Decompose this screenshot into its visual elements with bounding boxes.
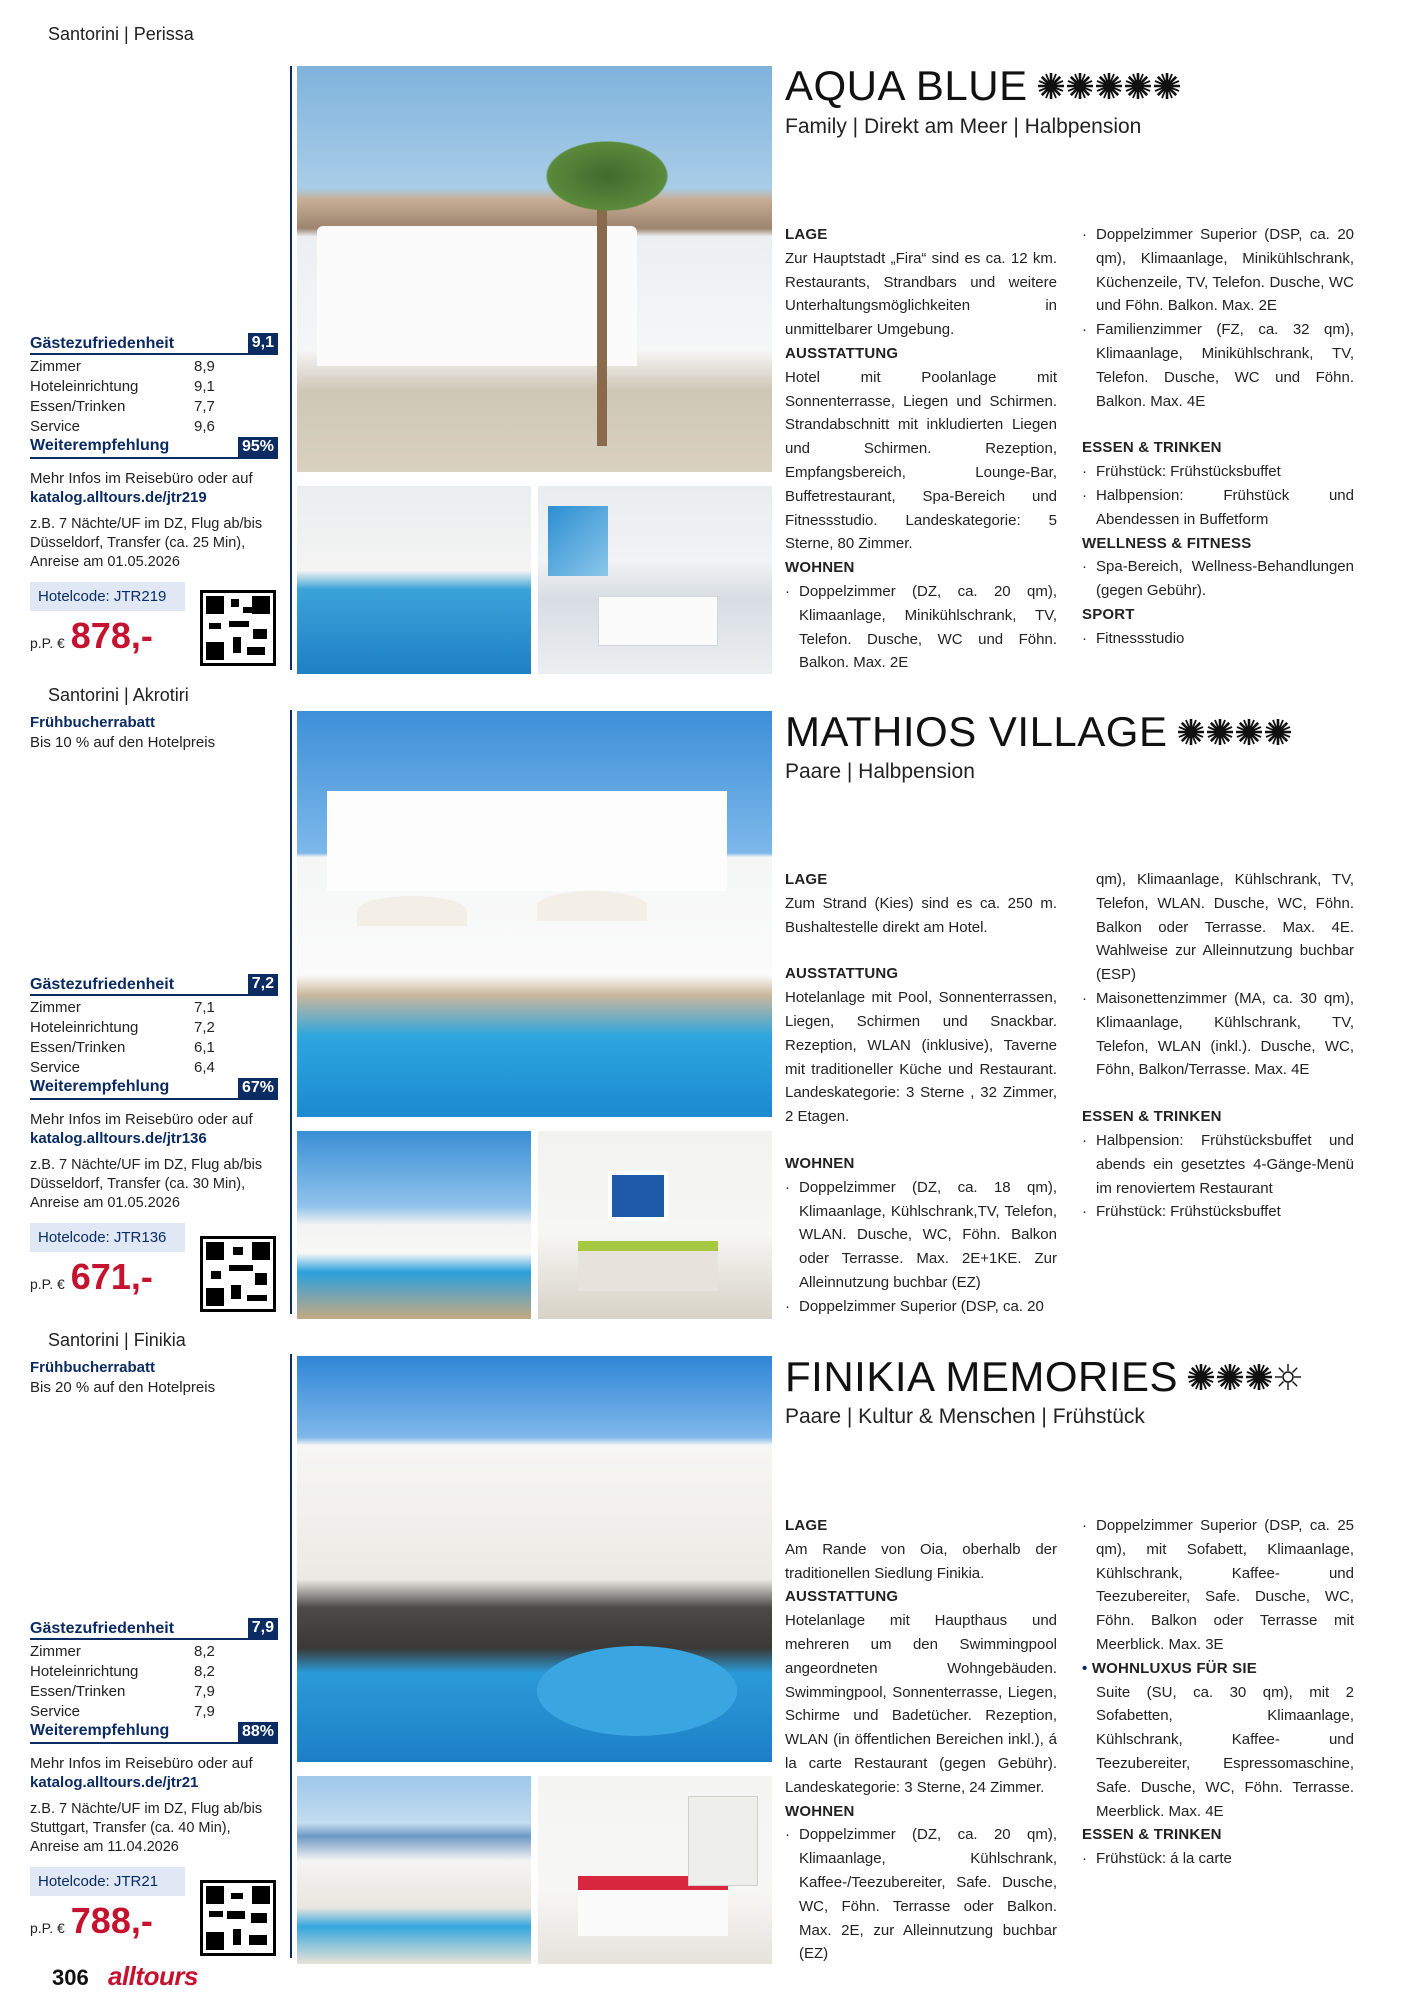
section-divider: [290, 1354, 292, 1958]
rating-row: Hoteleinrichtung 8,2: [30, 1663, 215, 1680]
qr-code-icon[interactable]: [200, 590, 276, 666]
list-item: · Doppelzimmer (DZ, ca. 18 qm), Klimaanlage, Kühlschrank,TV, Telefon, WLAN. Dusche, WC, Föhn. Balkon oder Terrasse. Max. 2E+1KE. Zur Alleinnutzung buchbar (EZ): [785, 1176, 1057, 1295]
rating-row: Service 6,4: [30, 1059, 215, 1076]
hotel-code: Hotelcode: JTR219: [30, 582, 185, 611]
paragraph: Hotelanlage mit Haupthaus und mehreren um den Swimmingpool angeordneten Wohngebäuden. Swimmingpool, Sonnenterrasse, Liegen, Schirme und Badetücher. Rezeption, WLAN (in öffentlichen Bereichen inkl.), á la carte Restaurant (gegen Gebühr). Landeskategorie: 3 Sterne, 24 Zimmer.: [785, 1612, 1057, 1796]
price: p.P. € 878,-: [30, 615, 153, 656]
rating-header: Gästezufriedenheit 7,9: [30, 1618, 278, 1640]
rating-score: 9,1: [248, 333, 278, 353]
price-amount: 788,-: [70, 1900, 153, 1941]
description-column-2: [1082, 868, 1354, 1224]
section-heading: LAGE: [785, 226, 828, 243]
more-info: Mehr Infos im Reisebüro oder auf katalog.alltours.de/jtr21: [30, 1755, 253, 1791]
catalog-link[interactable]: katalog.alltours.de/jtr136: [30, 1130, 207, 1147]
qr-code-icon[interactable]: [200, 1236, 276, 1312]
section-heading: LAGE: [785, 871, 828, 888]
section-heading: SPORT: [1082, 605, 1135, 623]
paragraph: Hotel mit Poolanlage mit Sonnenterrasse, Liegen und Schirmen. Strandabschnitt mit inkludierten Liegen und Schirmen. Rezeption, Empfangsbereich, Lounge-Bar, Buffetrestaurant, Spa-Bereich und Fitnessstudio. Landeskategorie: 5 Sterne, 80 Zimmer.: [785, 368, 1057, 553]
hotel-photo-room: [538, 1131, 772, 1319]
paragraph: Zum Strand (Kies) sind es ca. 250 m. Bushaltestelle direkt am Hotel.: [785, 894, 1057, 936]
price-amount: 878,-: [70, 615, 153, 656]
recommendation: Weiterempfehlung 67%: [30, 1078, 278, 1100]
list-item: · Doppelzimmer Superior (DSP, ca. 20: [785, 1295, 1057, 1319]
list-item: · Familienzimmer (FZ, ca. 32 qm), Klimaanlage, Minikühlschrank, TV, Telefon. Dusche, WC und Föhn. Balkon. Max. 4E: [1082, 318, 1354, 413]
list-item: · Fitnessstudio: [1082, 627, 1354, 651]
star-rating-icon: [1178, 719, 1291, 745]
hotel-photo-pool: [297, 486, 531, 674]
recommendation: Weiterempfehlung 95%: [30, 437, 278, 459]
list-item: · Doppelzimmer (DZ, ca. 20 qm), Klimaanlage, Kühlschrank, Kaffee-/Teezubereiter, Safe. Dusche, WC, Föhn. Terrasse oder Balkon. Max. 2E, zur Alleinnutzung buchbar (EZ): [785, 1823, 1057, 1966]
spacer: [1082, 413, 1354, 436]
section-heading: ESSEN & TRINKEN: [1082, 1108, 1222, 1126]
location-label: Santorini | Finikia: [48, 1330, 186, 1350]
paragraph: Suite (SU, ca. 30 qm), mit 2 Sofabetten, Klimaanlage, Kühlschrank, Kaffee- und Teezubereiter, Espressomaschine, Safe. Dusche, WC, Föhn. Terrasse. Meerblick. Max. 4E: [1096, 1683, 1354, 1820]
section-heading: ESSEN & TRINKEN: [1082, 439, 1222, 457]
paragraph: Am Rande von Oia, oberhalb der traditionellen Siedlung Finikia.: [785, 1540, 1057, 1582]
rating-row: Hoteleinrichtung 7,2: [30, 1019, 215, 1036]
hotel-photo-main: [297, 711, 772, 1117]
catalog-link[interactable]: katalog.alltours.de/jtr21: [30, 1774, 199, 1791]
description-column-1: [785, 868, 1057, 1319]
list-item: · Spa-Bereich, Wellness-Behandlungen (gegen Gebühr).: [1082, 555, 1354, 603]
description-column-1: [785, 223, 1057, 675]
list-item: · Maisonettenzimmer (MA, ca. 30 qm), Klimaanlage, Kühlschrank, TV, Telefon, WLAN (inkl.). Dusche, WC, Föhn, Balkon/Terrasse. Max. 4E: [1082, 987, 1354, 1082]
hotel-code: Hotelcode: JTR21: [30, 1867, 185, 1896]
offer-text: z.B. 7 Nächte/UF im DZ, Flug ab/bis Düsseldorf, Transfer (ca. 25 Min), Anreise am 01.05.2026: [30, 516, 263, 570]
list-item: · Doppelzimmer (DZ, ca. 20 qm), Klimaanlage, Minikühlschrank, TV, Telefon. Dusche, WC und Föhn. Balkon. Max. 2E: [785, 580, 1057, 675]
more-info: Mehr Infos im Reisebüro oder auf katalog.alltours.de/jtr136: [30, 1111, 253, 1147]
rating-row: Hoteleinrichtung 9,1: [30, 378, 215, 395]
price: p.P. € 671,-: [30, 1256, 153, 1297]
description-column-1: [785, 1514, 1057, 1966]
hotel-subtitle: Paare | Halbpension: [785, 760, 975, 783]
section-divider: [290, 710, 292, 1314]
rating-row: Zimmer 7,1: [30, 999, 215, 1016]
list-item: · Frühstück: á la carte: [1082, 1847, 1354, 1871]
rating-row: Zimmer 8,2: [30, 1643, 215, 1660]
section-heading: • WOHNLUXUS FÜR SIE: [1082, 1659, 1257, 1677]
page-number: 306: [52, 1965, 89, 1990]
spacer: [785, 1129, 1057, 1152]
hotel-photo-pool: [297, 1776, 531, 1964]
hotel-photo-room: [538, 486, 772, 674]
section-heading: WOHNEN: [785, 1802, 855, 1820]
hotel-photo-main: [297, 1356, 772, 1762]
list-item: · Halbpension: Frühstücksbuffet und abends ein gesetztes 4-Gänge-Menü im renoviertem Restaurant: [1082, 1129, 1354, 1200]
spacer: [785, 939, 1057, 962]
early-booking: Frühbucherrabatt Bis 10 % auf den Hotelpreis: [30, 714, 216, 751]
rating-title: Gästezufriedenheit: [30, 335, 175, 352]
qr-code-icon[interactable]: [200, 1880, 276, 1956]
rating-row: Essen/Trinken 7,7: [30, 398, 215, 415]
location-label: Santorini | Perissa: [48, 24, 194, 44]
early-booking: Frühbucherrabatt Bis 20 % auf den Hotelpreis: [30, 1359, 216, 1396]
paragraph: Hotelanlage mit Pool, Sonnenterrassen, Liegen, Schirmen und Snackbar. Rezeption, WLAN (inklusive), Taverne mit traditioneller Küche und Restaurant. Landeskategorie: 3 Sterne , 32 Zimmer, 2 Etagen.: [785, 989, 1057, 1126]
rating-rows: [30, 357, 280, 437]
list-item: · Doppelzimmer Superior (DSP, ca. 20 qm), Klimaanlage, Minikühlschrank, Küchenzeile, TV, Telefon. Dusche, WC und Föhn. Balkon. Max. 2E: [1082, 223, 1354, 318]
section-heading: WOHNEN: [785, 559, 855, 577]
section-heading: ESSEN & TRINKEN: [1082, 1826, 1222, 1844]
hotel-title: AQUA BLUE: [785, 62, 1180, 110]
description-column-2: [1082, 223, 1354, 651]
section-heading: AUSSTATTUNG: [785, 1588, 899, 1606]
spacer: [1082, 1082, 1354, 1105]
star-rating-icon: [1188, 1364, 1301, 1390]
hotel-title: FINIKIA MEMORIES: [785, 1353, 1301, 1401]
catalog-link[interactable]: katalog.alltours.de/jtr219: [30, 489, 207, 506]
rating-row: Service 7,9: [30, 1703, 215, 1720]
hotel-photo-pool: [297, 1131, 531, 1319]
section-heading: WELLNESS & FITNESS: [1082, 534, 1252, 552]
star-rating-icon: [1038, 73, 1180, 99]
paragraph: qm), Klimaanlage, Kühlschrank, TV, Telefon, WLAN. Dusche, WC, Föhn. Balkon oder Terrasse. Max. 4E. Wahlweise zur Alleinnutzung buchbar (ESP): [1096, 871, 1354, 984]
section-heading: AUSSTATTUNG: [785, 344, 899, 362]
paragraph: Zur Hauptstadt „Fira“ sind es ca. 12 km. Restaurants, Strandbars und weitere Unterhaltungsmöglichkeiten in unmittelbarer Umgebung.: [785, 249, 1057, 339]
section-heading: WOHNEN: [785, 1154, 855, 1172]
list-item: · Frühstück: Frühstücksbuffet: [1082, 460, 1354, 484]
list-item: · Frühstück: Frühstücksbuffet: [1082, 1200, 1354, 1224]
section-heading: LAGE: [785, 1517, 828, 1534]
hotel-subtitle: Family | Direkt am Meer | Halbpension: [785, 115, 1142, 138]
rating-row: Service 9,6: [30, 418, 215, 435]
rating-header: Gästezufriedenheit 7,2: [30, 974, 278, 996]
brand-logo: alltours: [108, 1961, 198, 1991]
hotel-subtitle: Paare | Kultur & Menschen | Frühstück: [785, 1405, 1145, 1428]
rating-row: Zimmer 8,9: [30, 358, 215, 375]
rating-row: Essen/Trinken 7,9: [30, 1683, 215, 1700]
hotel-code: Hotelcode: JTR136: [30, 1223, 185, 1252]
location-label: Santorini | Akrotiri: [48, 685, 189, 705]
section-heading: AUSSTATTUNG: [785, 965, 899, 983]
hotel-title: MATHIOS VILLAGE: [785, 708, 1291, 756]
section-divider: [290, 66, 292, 670]
list-item: · Doppelzimmer Superior (DSP, ca. 25 qm), mit Sofabett, Klimaanlage, Kühlschrank, Kaffee- und Teezubereiter, Safe. Dusche, WC, Föhn. Balkon oder Terrasse mit Meerblick. Max. 3E: [1082, 1514, 1354, 1657]
recommendation: Weiterempfehlung 88%: [30, 1722, 278, 1744]
rating-score: 7,2: [248, 974, 278, 994]
offer-text: z.B. 7 Nächte/UF im DZ, Flug ab/bis Düsseldorf, Transfer (ca. 30 Min), Anreise am 01.05.2026: [30, 1157, 263, 1211]
price-amount: 671,-: [70, 1256, 153, 1297]
price: p.P. € 788,-: [30, 1900, 153, 1941]
list-item: · Halbpension: Frühstück und Abendessen in Buffetform: [1082, 484, 1354, 532]
more-info: Mehr Infos im Reisebüro oder auf katalog.alltours.de/jtr219: [30, 470, 253, 506]
description-column-2: [1082, 1514, 1354, 1871]
rating-score: 7,9: [248, 1618, 278, 1638]
hotel-photo-room: [538, 1776, 772, 1964]
offer-text: z.B. 7 Nächte/UF im DZ, Flug ab/bis Stuttgart, Transfer (ca. 40 Min), Anreise am 11.04.2026: [30, 1801, 263, 1855]
rating-row: Essen/Trinken 6,1: [30, 1039, 215, 1056]
hotel-photo-main: [297, 66, 772, 472]
rating-header: [30, 333, 278, 355]
